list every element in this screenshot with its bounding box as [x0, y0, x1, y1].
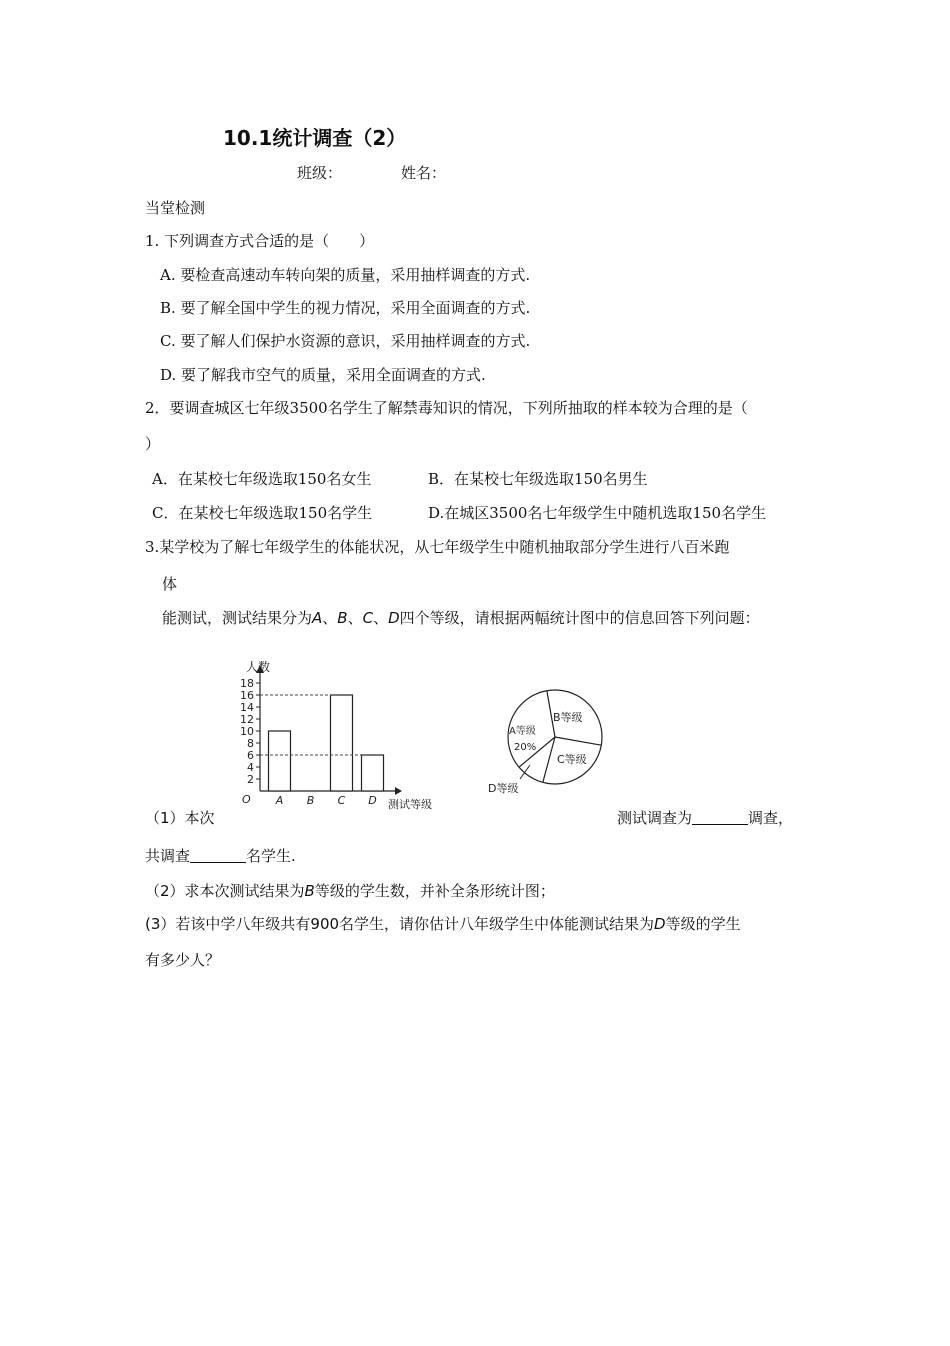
question-3-line-2: 体	[162, 575, 178, 593]
part-1-text-b	[617, 808, 793, 828]
x-tick-label: D	[368, 794, 377, 807]
origin-label: O	[242, 793, 251, 806]
y-tick-label: 10	[240, 725, 254, 738]
question-1-option-c: C. 要了解人们保护水资源的意识，采用抽样调查的方式.	[160, 332, 531, 350]
x-tick-label: A	[275, 794, 284, 807]
question-1-option-b: B. 要了解全国中学生的视力情况，采用全面调查的方式.	[160, 299, 531, 317]
part-1-total-label: 共调查	[145, 847, 191, 865]
part-1-survey: 调查，	[748, 809, 794, 827]
part-1-test-survey: 测试调查为	[617, 809, 693, 827]
question-2-option-c: C．在某校七年级选取150名学生	[152, 504, 373, 522]
part-2-pre: （2）求本次测试结果为	[145, 882, 305, 900]
pie-label-a: A等级	[509, 726, 536, 737]
x-tick-label: C	[337, 794, 346, 807]
part-2-grade-b: B	[304, 882, 315, 900]
pie-chart-plot	[488, 690, 602, 795]
question-3-line-1: 3.某学校为了解七年级学生的体能状况，从七年级学生中随机抽取部分学生进行八百米跑	[145, 538, 730, 556]
page-title: 10.1统计调查（2）	[223, 126, 407, 150]
sep-3: 、	[373, 609, 389, 627]
answer-blank-survey-type[interactable]	[692, 810, 748, 825]
question-2-option-b: B．在某校七年级选取150名男生	[428, 470, 648, 488]
question-2-stem: 2．要调查城区七年级3500名学生了解禁毒知识的情况，下列所抽取的样本较为合理的是（	[145, 399, 748, 417]
question-2-option-d: D.在城区3500名七年级学生中随机选取150名学生	[428, 504, 767, 522]
pie-label-c: C等级	[557, 753, 587, 766]
question-2-option-a: A．在某校七年级选取150名女生	[152, 470, 372, 488]
bar-c	[331, 695, 353, 791]
question-2-stem-end: ）	[145, 435, 161, 453]
y-axis-label: 人数	[246, 660, 271, 674]
y-tick-label: 8	[247, 737, 254, 750]
part-2-post: 等级的学生数，并补全条形统计图；	[314, 882, 555, 900]
grade-c: C	[362, 609, 374, 627]
part-2	[145, 881, 555, 901]
x-axis-label: 测试等级	[388, 798, 432, 811]
part-3-pre: (3）若该中学八年级共有900名学生，请你估计八年级学生中体能测试结果为	[145, 915, 655, 933]
part-1-label: （1）本次	[145, 809, 215, 827]
y-tick-label: 16	[240, 689, 254, 702]
y-tick-label: 6	[247, 749, 254, 762]
grade-d: D	[388, 609, 400, 627]
question-1-stem: 1. 下列调查方式合适的是（ ）	[145, 232, 375, 250]
bar-d	[362, 755, 384, 791]
bar-chart-plot	[240, 659, 432, 811]
question-1-option-a: A. 要检查高速动车转向架的质量，采用抽样调查的方式.	[160, 266, 531, 284]
part-3-grade-d: D	[654, 915, 666, 933]
x-axis-arrow	[395, 787, 402, 795]
y-tick-label: 2	[247, 773, 254, 786]
bar-chart	[230, 643, 460, 813]
question-1-option-d: D. 要了解我市空气的质量，采用全面调查的方式.	[160, 366, 486, 384]
part-1-students: 名学生.	[246, 847, 296, 865]
grade-b: B	[337, 609, 348, 627]
part-1-line-2	[145, 846, 296, 866]
answer-blank-total[interactable]	[190, 848, 246, 863]
pie-label-a-percent: 20%	[514, 742, 537, 753]
bar-a	[269, 731, 291, 791]
part-3-end: 有多少人？	[145, 951, 221, 969]
x-tick-label: B	[306, 794, 315, 807]
pie-label-b: B等级	[553, 711, 583, 724]
class-label: 班级：	[297, 164, 343, 182]
section-heading: 当堂检测	[145, 199, 206, 217]
part-3	[145, 914, 741, 934]
grade-a: A	[312, 609, 323, 627]
y-tick-label: 4	[247, 761, 254, 774]
pie-label-d: D等级	[488, 782, 519, 795]
name-label: 姓名：	[401, 164, 447, 182]
q3-line3-post: 四个等级，请根据两幅统计图中的信息回答下列问题：	[399, 609, 760, 627]
y-tick-label: 12	[240, 713, 254, 726]
q3-line3-pre: 能测试，测试结果分为	[162, 609, 313, 627]
y-tick-label: 14	[240, 701, 254, 714]
sep-2: 、	[347, 609, 363, 627]
question-3-line-3	[162, 608, 760, 628]
sep-1: 、	[322, 609, 338, 627]
y-tick-label: 18	[240, 677, 254, 690]
pie-chart	[480, 675, 620, 805]
part-3-post: 等级的学生	[665, 915, 741, 933]
